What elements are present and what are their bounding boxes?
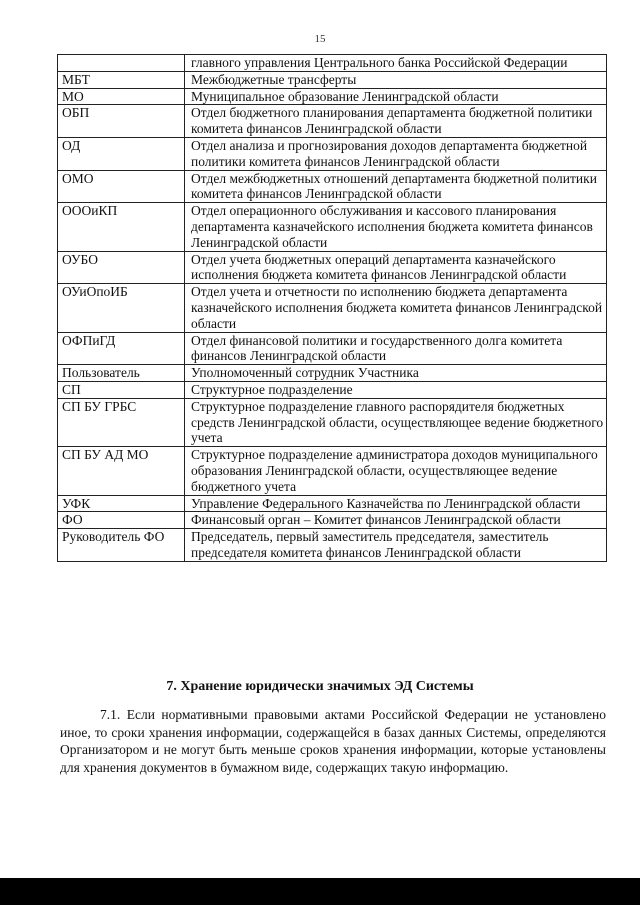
table-row (58, 398, 607, 446)
abbreviation-term: ОФПиГД (58, 332, 185, 365)
abbreviation-definition: Отдел анализа и прогнозирования доходов департамента бюджетной политики комитета финансов Ленинградской области (185, 137, 607, 170)
abbreviations-table (57, 54, 607, 562)
table-row (58, 251, 607, 284)
abbreviation-definition: Отдел финансовой политики и государственного долга комитета финансов Ленинградской области (185, 332, 607, 365)
abbreviation-term: МО (58, 88, 185, 105)
table-row (58, 55, 607, 72)
abbreviation-definition: Межбюджетные трансферты (185, 71, 607, 88)
abbreviation-term: ОД (58, 137, 185, 170)
section-paragraph: 7.1. Если нормативными правовыми актами Российской Федерации не установлено иное, то сроки хранения информации, содержащейся в базах данных Системы, определяются Организатором и не могут быть меньше сроков хранения информации, которые установлены для хранения документов в бумажном виде, содержащих такую информацию. (60, 707, 606, 775)
abbreviation-definition: Муниципальное образование Ленинградской области (185, 88, 607, 105)
table-row (58, 529, 607, 562)
abbreviation-term: ОООиКП (58, 203, 185, 251)
abbreviation-term: ОМО (58, 170, 185, 203)
abbreviation-term: СП (58, 381, 185, 398)
abbreviation-definition: Отдел учета бюджетных операций департамента казначейского исполнения бюджета комитета финансов Ленинградской области (185, 251, 607, 284)
table-row (58, 381, 607, 398)
abbreviation-definition: Уполномоченный сотрудник Участника (185, 365, 607, 382)
abbreviation-definition: Структурное подразделение (185, 381, 607, 398)
table-row (58, 137, 607, 170)
abbreviation-term: ОБП (58, 105, 185, 138)
abbreviations-table-body (58, 55, 607, 562)
abbreviation-definition: Структурное подразделение главного распорядителя бюджетных средств Ленинградской области, осуществляющее ведение бюджетного учета (185, 398, 607, 446)
abbreviation-term: СП БУ АД МО (58, 447, 185, 495)
table-row (58, 170, 607, 203)
abbreviation-term: ОУБО (58, 251, 185, 284)
abbreviation-definition: Отдел учета и отчетности по исполнению бюджета департамента казначейского исполнения бюджета комитета финансов Ленинградской области (185, 284, 607, 332)
abbreviation-definition: Отдел межбюджетных отношений департамента бюджетной политики комитета финансов Ленинградской области (185, 170, 607, 203)
abbreviation-definition: Отдел операционного обслуживания и кассового планирования департамента казначейского исполнения бюджета комитета финансов Ленинградской области (185, 203, 607, 251)
table-row (58, 332, 607, 365)
table-row (58, 203, 607, 251)
scan-bottom-bar (0, 878, 640, 905)
abbreviation-definition: Отдел бюджетного планирования департамента бюджетной политики комитета финансов Ленинградской области (185, 105, 607, 138)
abbreviation-term: ФО (58, 512, 185, 529)
section-heading: 7. Хранение юридически значимых ЭД Системы (166, 679, 474, 694)
abbreviation-definition: Управление Федерального Казначейства по Ленинградской области (185, 495, 607, 512)
abbreviation-term (58, 55, 185, 72)
table-row (58, 71, 607, 88)
abbreviation-term: СП БУ ГРБС (58, 398, 185, 446)
page-number: 15 (314, 33, 326, 45)
table-row (58, 88, 607, 105)
table-row (58, 495, 607, 512)
abbreviation-term: МБТ (58, 71, 185, 88)
abbreviation-definition: главного управления Центрального банка Российской Федерации (185, 55, 607, 72)
abbreviation-term: Пользователь (58, 365, 185, 382)
table-row (58, 365, 607, 382)
abbreviation-term: Руководитель ФО (58, 529, 185, 562)
abbreviation-definition: Председатель, первый заместитель председателя, заместитель председателя комитета финансов Ленинградской области (185, 529, 607, 562)
abbreviation-definition: Структурное подразделение администратора доходов муниципального образования Ленинградской области, осуществляющее ведение бюджетного учета (185, 447, 607, 495)
abbreviation-definition: Финансовый орган – Комитет финансов Ленинградской области (185, 512, 607, 529)
abbreviation-term: УФК (58, 495, 185, 512)
table-row (58, 284, 607, 332)
table-row (58, 105, 607, 138)
table-row (58, 512, 607, 529)
abbreviation-term: ОУиОпоИБ (58, 284, 185, 332)
table-row (58, 447, 607, 495)
